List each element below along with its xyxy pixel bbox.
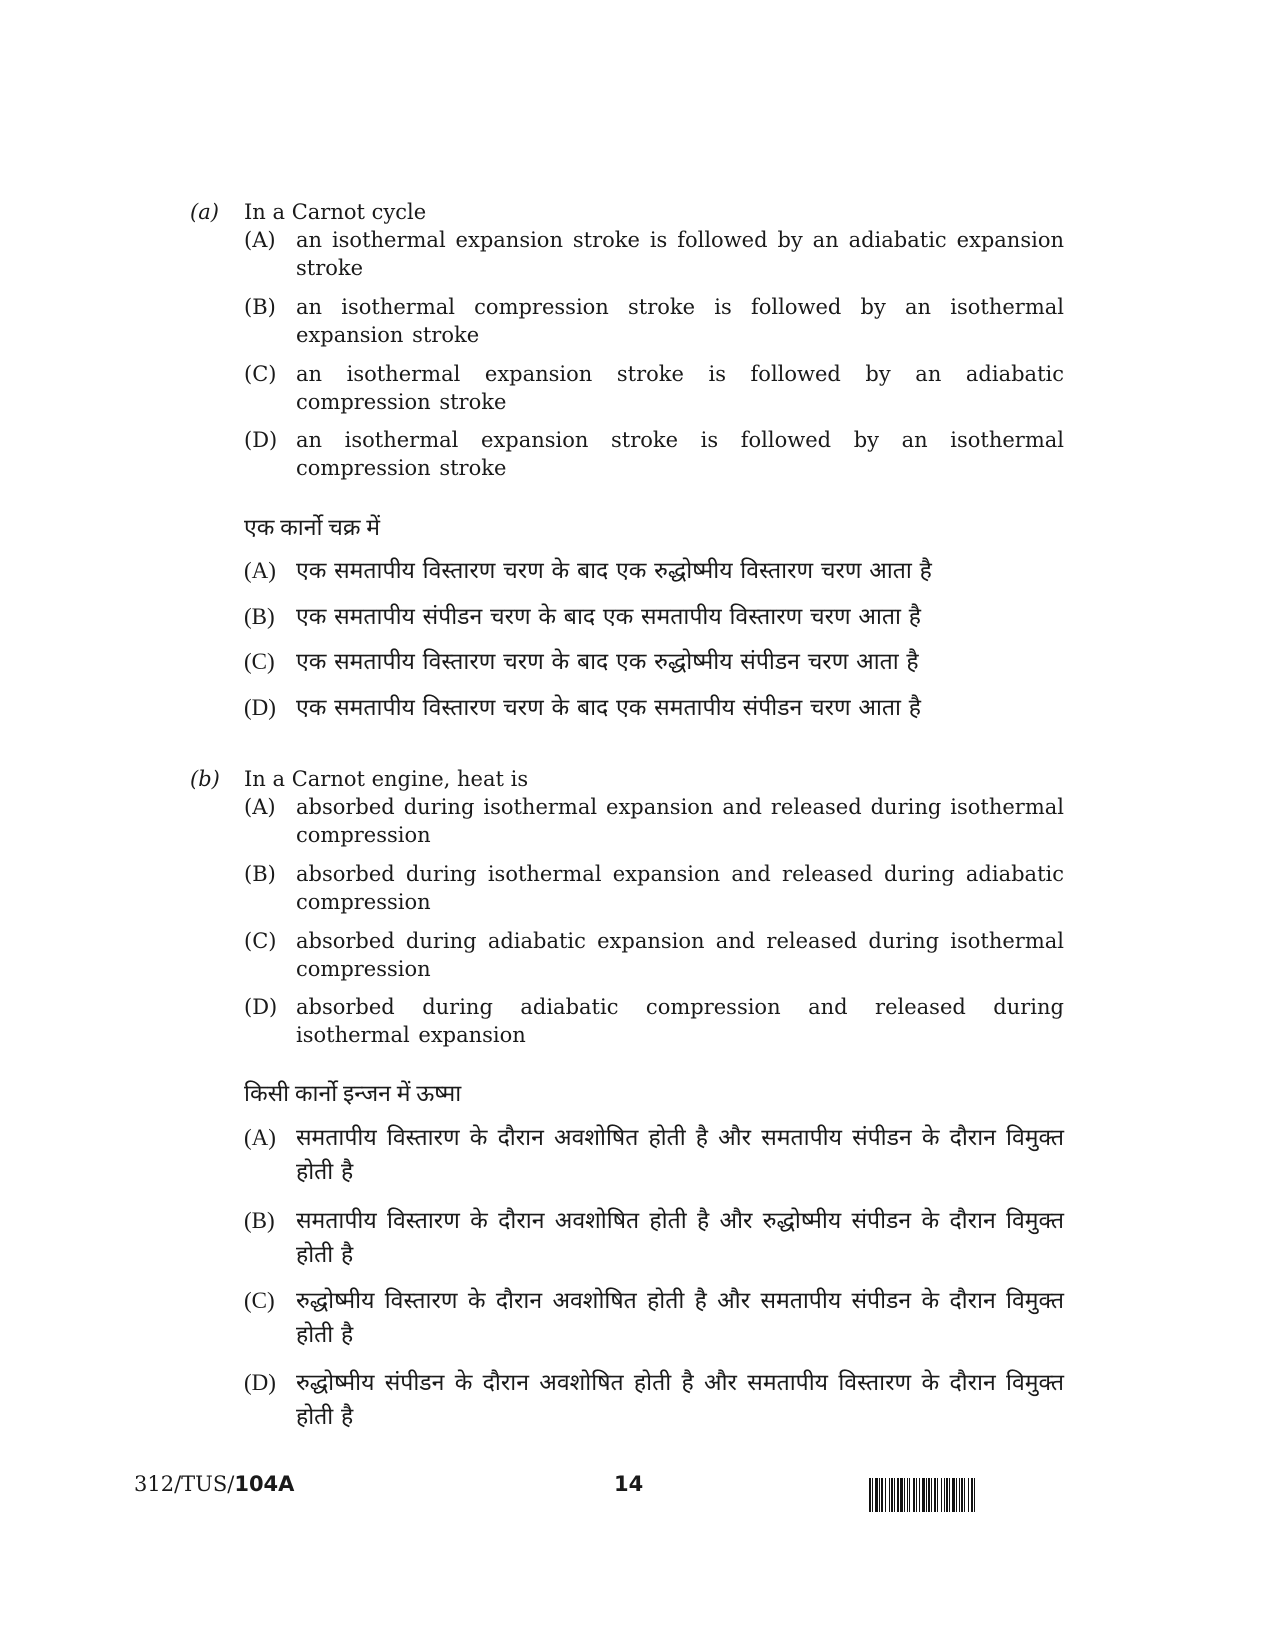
question-a-hindi-option-b <box>244 600 1064 634</box>
option-letter: (C) <box>244 1288 275 1313</box>
question-a-hindi-option-c <box>244 645 1064 679</box>
question-b-hindi-option-d <box>244 1366 1064 1434</box>
option-text: एक समतापीय संपीडन चरण के बाद एक समतापीय विस्तारण चरण आता है <box>296 604 921 629</box>
option-text: an isothermal expansion stroke is followed by an isothermal compression stroke <box>296 428 1064 480</box>
paper-code-bold: 104A <box>234 1472 295 1496</box>
option-letter: (C) <box>244 649 275 674</box>
paper-code <box>134 1472 294 1496</box>
option-letter: (A) <box>244 795 276 819</box>
question-b-option-b <box>244 860 1064 916</box>
option-letter: (A) <box>244 1125 276 1150</box>
question-a-option-c <box>244 360 1064 416</box>
question-a-hindi-option-d <box>244 691 1064 725</box>
question-b-option-a <box>244 793 1064 849</box>
question-a-hindi-stem: एक कार्नो चक्र में <box>244 515 380 540</box>
question-b-label: (b) <box>190 767 220 791</box>
question-a-stem: In a Carnot cycle <box>244 200 427 224</box>
option-text: absorbed during isothermal expansion and released during isothermal compression <box>296 795 1064 847</box>
option-letter: (C) <box>244 929 277 953</box>
option-text: समतापीय विस्तारण के दौरान अवशोषित होती है और रुद्धोष्मीय संपीडन के दौरान विमुक्त होती है <box>296 1208 1064 1267</box>
question-b-stem: In a Carnot engine, heat is <box>244 767 529 791</box>
option-text: एक समतापीय विस्तारण चरण के बाद एक रुद्धोष्मीय विस्तारण चरण आता है <box>296 558 932 583</box>
question-b-option-c <box>244 927 1064 983</box>
option-text: एक समतापीय विस्तारण चरण के बाद एक समतापीय संपीडन चरण आता है <box>296 695 921 720</box>
question-a-option-d <box>244 426 1064 482</box>
question-b-option-d <box>244 993 1064 1049</box>
option-text: an isothermal expansion stroke is followed by an adiabatic compression stroke <box>296 362 1064 414</box>
option-letter: (D) <box>244 695 276 720</box>
question-b-hindi-stem: किसी कार्नो इन्जन में ऊष्मा <box>244 1081 462 1106</box>
question-b-hindi-option-b <box>244 1204 1064 1272</box>
option-text: एक समतापीय विस्तारण चरण के बाद एक रुद्धोष्मीय संपीडन चरण आता है <box>296 649 919 674</box>
question-a-hindi-option-a <box>244 554 1064 588</box>
option-letter: (D) <box>244 995 278 1019</box>
page-number: 14 <box>614 1472 644 1496</box>
option-letter: (D) <box>244 428 278 452</box>
option-text: an isothermal compression stroke is followed by an isothermal expansion stroke <box>296 295 1064 347</box>
option-text: absorbed during adiabatic expansion and released during isothermal compression <box>296 929 1064 981</box>
option-letter: (D) <box>244 1370 276 1395</box>
option-letter: (B) <box>244 862 276 886</box>
option-letter: (B) <box>244 295 276 319</box>
barcode-stripe <box>975 1478 977 1512</box>
option-letter: (A) <box>244 558 276 583</box>
question-a-option-a <box>244 226 1064 282</box>
option-text: रुद्धोष्मीय विस्तारण के दौरान अवशोषित होती है और समतापीय संपीडन के दौरान विमुक्त होती है <box>296 1288 1064 1347</box>
option-letter: (B) <box>244 1208 275 1233</box>
question-b-hindi-option-c <box>244 1284 1064 1352</box>
option-text: absorbed during isothermal expansion and released during adiabatic compression <box>296 862 1064 914</box>
option-letter: (C) <box>244 362 277 386</box>
option-text: समतापीय विस्तारण के दौरान अवशोषित होती है और समतापीय संपीडन के दौरान विमुक्त होती है <box>296 1125 1064 1184</box>
option-letter: (B) <box>244 604 275 629</box>
question-b-hindi-option-a <box>244 1121 1064 1189</box>
option-text: absorbed during adiabatic compression and released during isothermal expansion <box>296 995 1064 1047</box>
question-a-label: (a) <box>190 200 219 224</box>
question-a-option-b <box>244 293 1064 349</box>
option-text: an isothermal expansion stroke is followed by an adiabatic expansion stroke <box>296 228 1064 280</box>
option-letter: (A) <box>244 228 276 252</box>
option-text: रुद्धोष्मीय संपीडन के दौरान अवशोषित होती है और समतापीय विस्तारण के दौरान विमुक्त होती है <box>296 1370 1064 1429</box>
barcode <box>869 1478 1122 1512</box>
paper-code-prefix: 312/TUS/ <box>134 1472 235 1496</box>
